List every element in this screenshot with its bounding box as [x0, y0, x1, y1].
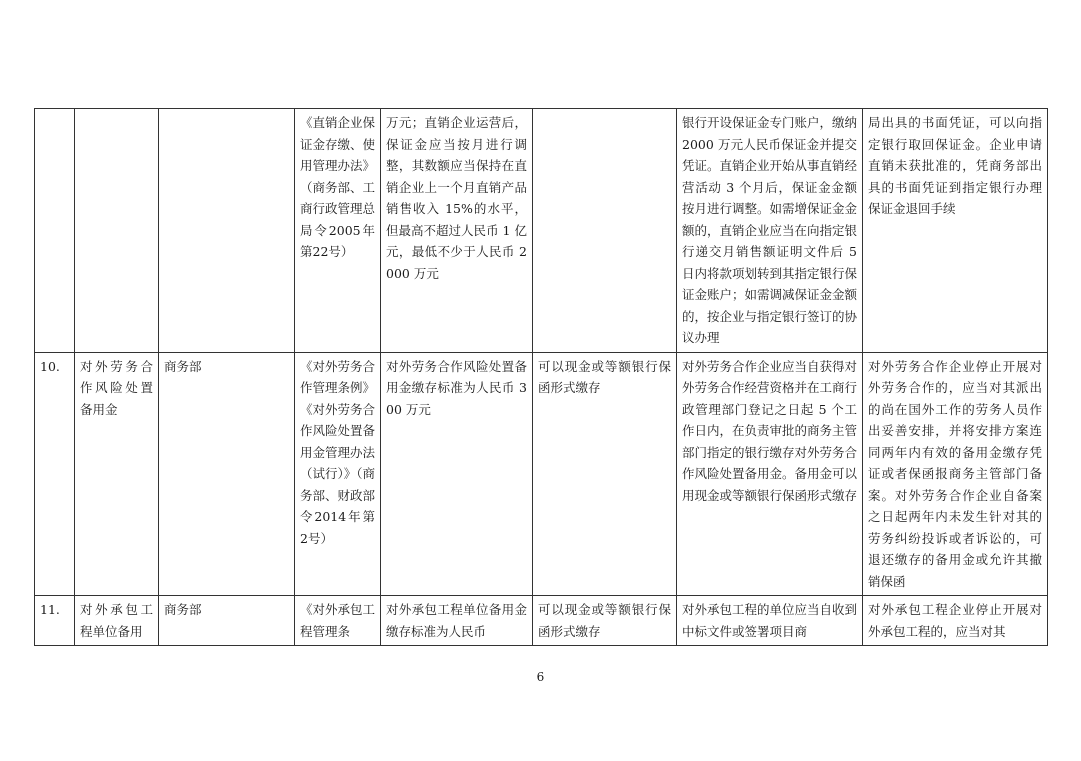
row-number	[35, 109, 75, 353]
legal-basis: 《直销企业保证金存缴、使用管理办法》（商务部、工商行政管理总局令2005年第22号）	[295, 109, 381, 353]
department: 商务部	[159, 352, 295, 596]
deposit-standard: 对外承包工程单位备用金缴存标准为人民币	[381, 596, 533, 646]
refund-procedure: 对外劳务合作企业停止开展对外劳务合作的，应当对其派出的尚在国外工作的劳务人员作出妥善安排，并将安排方案连同两年内有效的备用金缴存凭证或者保函报商务主管部门备案。对外劳务合作企业自备案之日起两年内未发生针对其的劳务纠纷投诉或者诉讼的，可退还缴存的备用金或允许其撤销保函	[863, 352, 1048, 596]
item-name: 对外劳务合作风险处置备用金	[75, 352, 159, 596]
item-name	[75, 109, 159, 353]
deposit-procedure: 对外劳务合作企业应当自获得对外劳务合作经营资格并在工商行政管理部门登记之日起 5 个工作日内，在负责审批的商务主管部门指定的银行缴存对外劳务合作风险处置备用金。备用金可以用现金或等额银行保函形式缴存	[677, 352, 863, 596]
deposit-procedure: 对外承包工程的单位应当自收到中标文件或签署项目商	[677, 596, 863, 646]
legal-basis: 《对外承包工程管理条	[295, 596, 381, 646]
table-row	[35, 596, 1048, 646]
deposit-procedure: 银行开设保证金专门账户，缴纳 2000 万元人民币保证金并提交凭证。直销企业开始从事直销经营活动 3 个月后，保证金金额按月进行调整。如需增保证金金额的，直销企业应当在向指定银行递交月销售额证明文件后 5 日内将款项划转到其指定银行保证金账户；如需调减保证金金额的，按企业与指定银行签订的协议办理	[677, 109, 863, 353]
department: 商务部	[159, 596, 295, 646]
deposit-form: 可以现金或等额银行保函形式缴存	[533, 352, 677, 596]
fee-table	[34, 108, 1048, 646]
table-row	[35, 352, 1048, 596]
deposit-standard: 对外劳务合作风险处置备用金缴存标准为人民币 300 万元	[381, 352, 533, 596]
row-number: 11.	[35, 596, 75, 646]
deposit-standard: 万元；直销企业运营后，保证金应当按月进行调整，其数额应当保持在直销企业上一个月直销产品销售收入 15%的水平，但最高不超过人民币 1 亿元，最低不少于人民币 2000 万元	[381, 109, 533, 353]
deposit-form	[533, 109, 677, 353]
table-row	[35, 109, 1048, 353]
legal-basis: 《对外劳务合作管理条例》《对外劳务合作风险处置备用金管理办法（试行）》（商务部、财政部令2014年第2号）	[295, 352, 381, 596]
refund-procedure: 局出具的书面凭证，可以向指定银行取回保证金。企业申请直销未获批准的，凭商务部出具的书面凭证到指定银行办理保证金退回手续	[863, 109, 1048, 353]
deposit-form: 可以现金或等额银行保函形式缴存	[533, 596, 677, 646]
refund-procedure: 对外承包工程企业停止开展对外承包工程的，应当对其	[863, 596, 1048, 646]
department	[159, 109, 295, 353]
page-number: 6	[536, 670, 545, 684]
row-number: 10.	[35, 352, 75, 596]
item-name: 对外承包工程单位备用	[75, 596, 159, 646]
